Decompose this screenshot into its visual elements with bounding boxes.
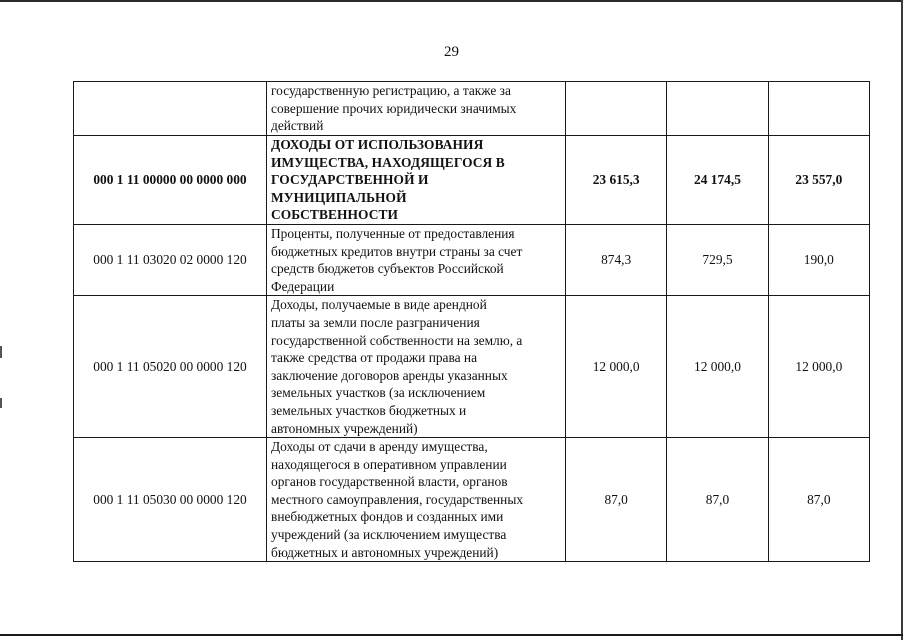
revenue-code-cell: 000 1 11 05030 00 0000 120 [74, 438, 267, 562]
scan-margin-mark [0, 346, 2, 358]
description-line: органов государственной власти, органов [271, 474, 508, 490]
revenue-code-cell [74, 82, 267, 136]
description-line: совершение прочих юридически значимых [271, 100, 517, 116]
amount-cell-year-1: 874,3 [566, 224, 667, 295]
scan-margin-mark [0, 398, 2, 408]
amount-cell-year-2: 729,5 [667, 224, 768, 295]
description-line: Доходы от сдачи в аренду имущества, [271, 439, 488, 455]
description-line: автономных учреждений) [271, 420, 418, 436]
amount-cell-year-1: 12 000,0 [566, 296, 667, 438]
amount-cell-year-2: 87,0 [667, 438, 768, 562]
revenue-code-cell: 000 1 11 05020 00 0000 120 [74, 296, 267, 438]
amount-cell-year-1: 23 615,3 [566, 136, 667, 225]
description-line: внебюджетных фондов и созданных ими [271, 509, 504, 525]
description-line: учреждений (за исключением имущества [271, 527, 507, 543]
description-line: ИМУЩЕСТВА, НАХОДЯЩЕГОСЯ В [271, 154, 505, 170]
table-row [74, 136, 870, 225]
table-row [74, 224, 870, 295]
description-line: МУНИЦИПАЛЬНОЙ [271, 189, 407, 205]
amount-cell-year-3 [768, 82, 869, 136]
table-row [74, 296, 870, 438]
amount-cell-year-3: 23 557,0 [768, 136, 869, 225]
amount-cell-year-3: 12 000,0 [768, 296, 869, 438]
revenue-description-cell [267, 82, 566, 136]
scan-edge-bottom [0, 634, 903, 636]
scan-edge-top [0, 0, 903, 2]
revenue-description-cell [267, 136, 566, 225]
description-line: земельных участков бюджетных и [271, 402, 467, 418]
description-line: Доходы, получаемые в виде арендной [271, 297, 487, 313]
description-line: ДОХОДЫ ОТ ИСПОЛЬЗОВАНИЯ [271, 137, 484, 152]
description-line: бюджетных и автономных учреждений) [271, 544, 499, 560]
amount-cell-year-2 [667, 82, 768, 136]
description-line: государственную регистрацию, а также за [271, 83, 511, 99]
description-line: заключение договоров аренды указанных [271, 367, 508, 383]
amount-cell-year-3: 87,0 [768, 438, 869, 562]
description-line: местного самоуправления, государственных [271, 491, 524, 507]
amount-cell-year-1: 87,0 [566, 438, 667, 562]
description-line: находящегося в оперативном управлении [271, 456, 507, 472]
description-line: действий [271, 118, 324, 134]
revenue-code-cell: 000 1 11 00000 00 0000 000 [74, 136, 267, 225]
revenue-code-cell: 000 1 11 03020 02 0000 120 [74, 224, 267, 295]
description-line: СОБСТВЕННОСТИ [271, 207, 399, 223]
revenue-table [73, 81, 870, 562]
amount-cell-year-3: 190,0 [768, 224, 869, 295]
description-line: Федерации [271, 278, 335, 294]
description-line: бюджетных кредитов внутри страны за счет [271, 243, 523, 259]
amount-cell-year-2: 12 000,0 [667, 296, 768, 438]
revenue-description-cell [267, 438, 566, 562]
revenue-description-cell [267, 224, 566, 295]
table-row [74, 438, 870, 562]
revenue-description-cell [267, 296, 566, 438]
amount-cell-year-2: 24 174,5 [667, 136, 768, 225]
description-line: средств бюджетов субъектов Российской [271, 261, 504, 277]
page-number: 29 [444, 44, 459, 60]
description-line: ГОСУДАРСТВЕННОЙ И [271, 172, 429, 188]
table-row [74, 82, 870, 136]
description-line: также средства от продажи права на [271, 350, 478, 366]
description-line: платы за земли после разграничения [271, 314, 480, 330]
description-line: Проценты, полученные от предоставления [271, 225, 515, 241]
amount-cell-year-1 [566, 82, 667, 136]
description-line: земельных участков (за исключением [271, 385, 486, 401]
description-line: государственной собственности на землю, а [271, 332, 523, 348]
